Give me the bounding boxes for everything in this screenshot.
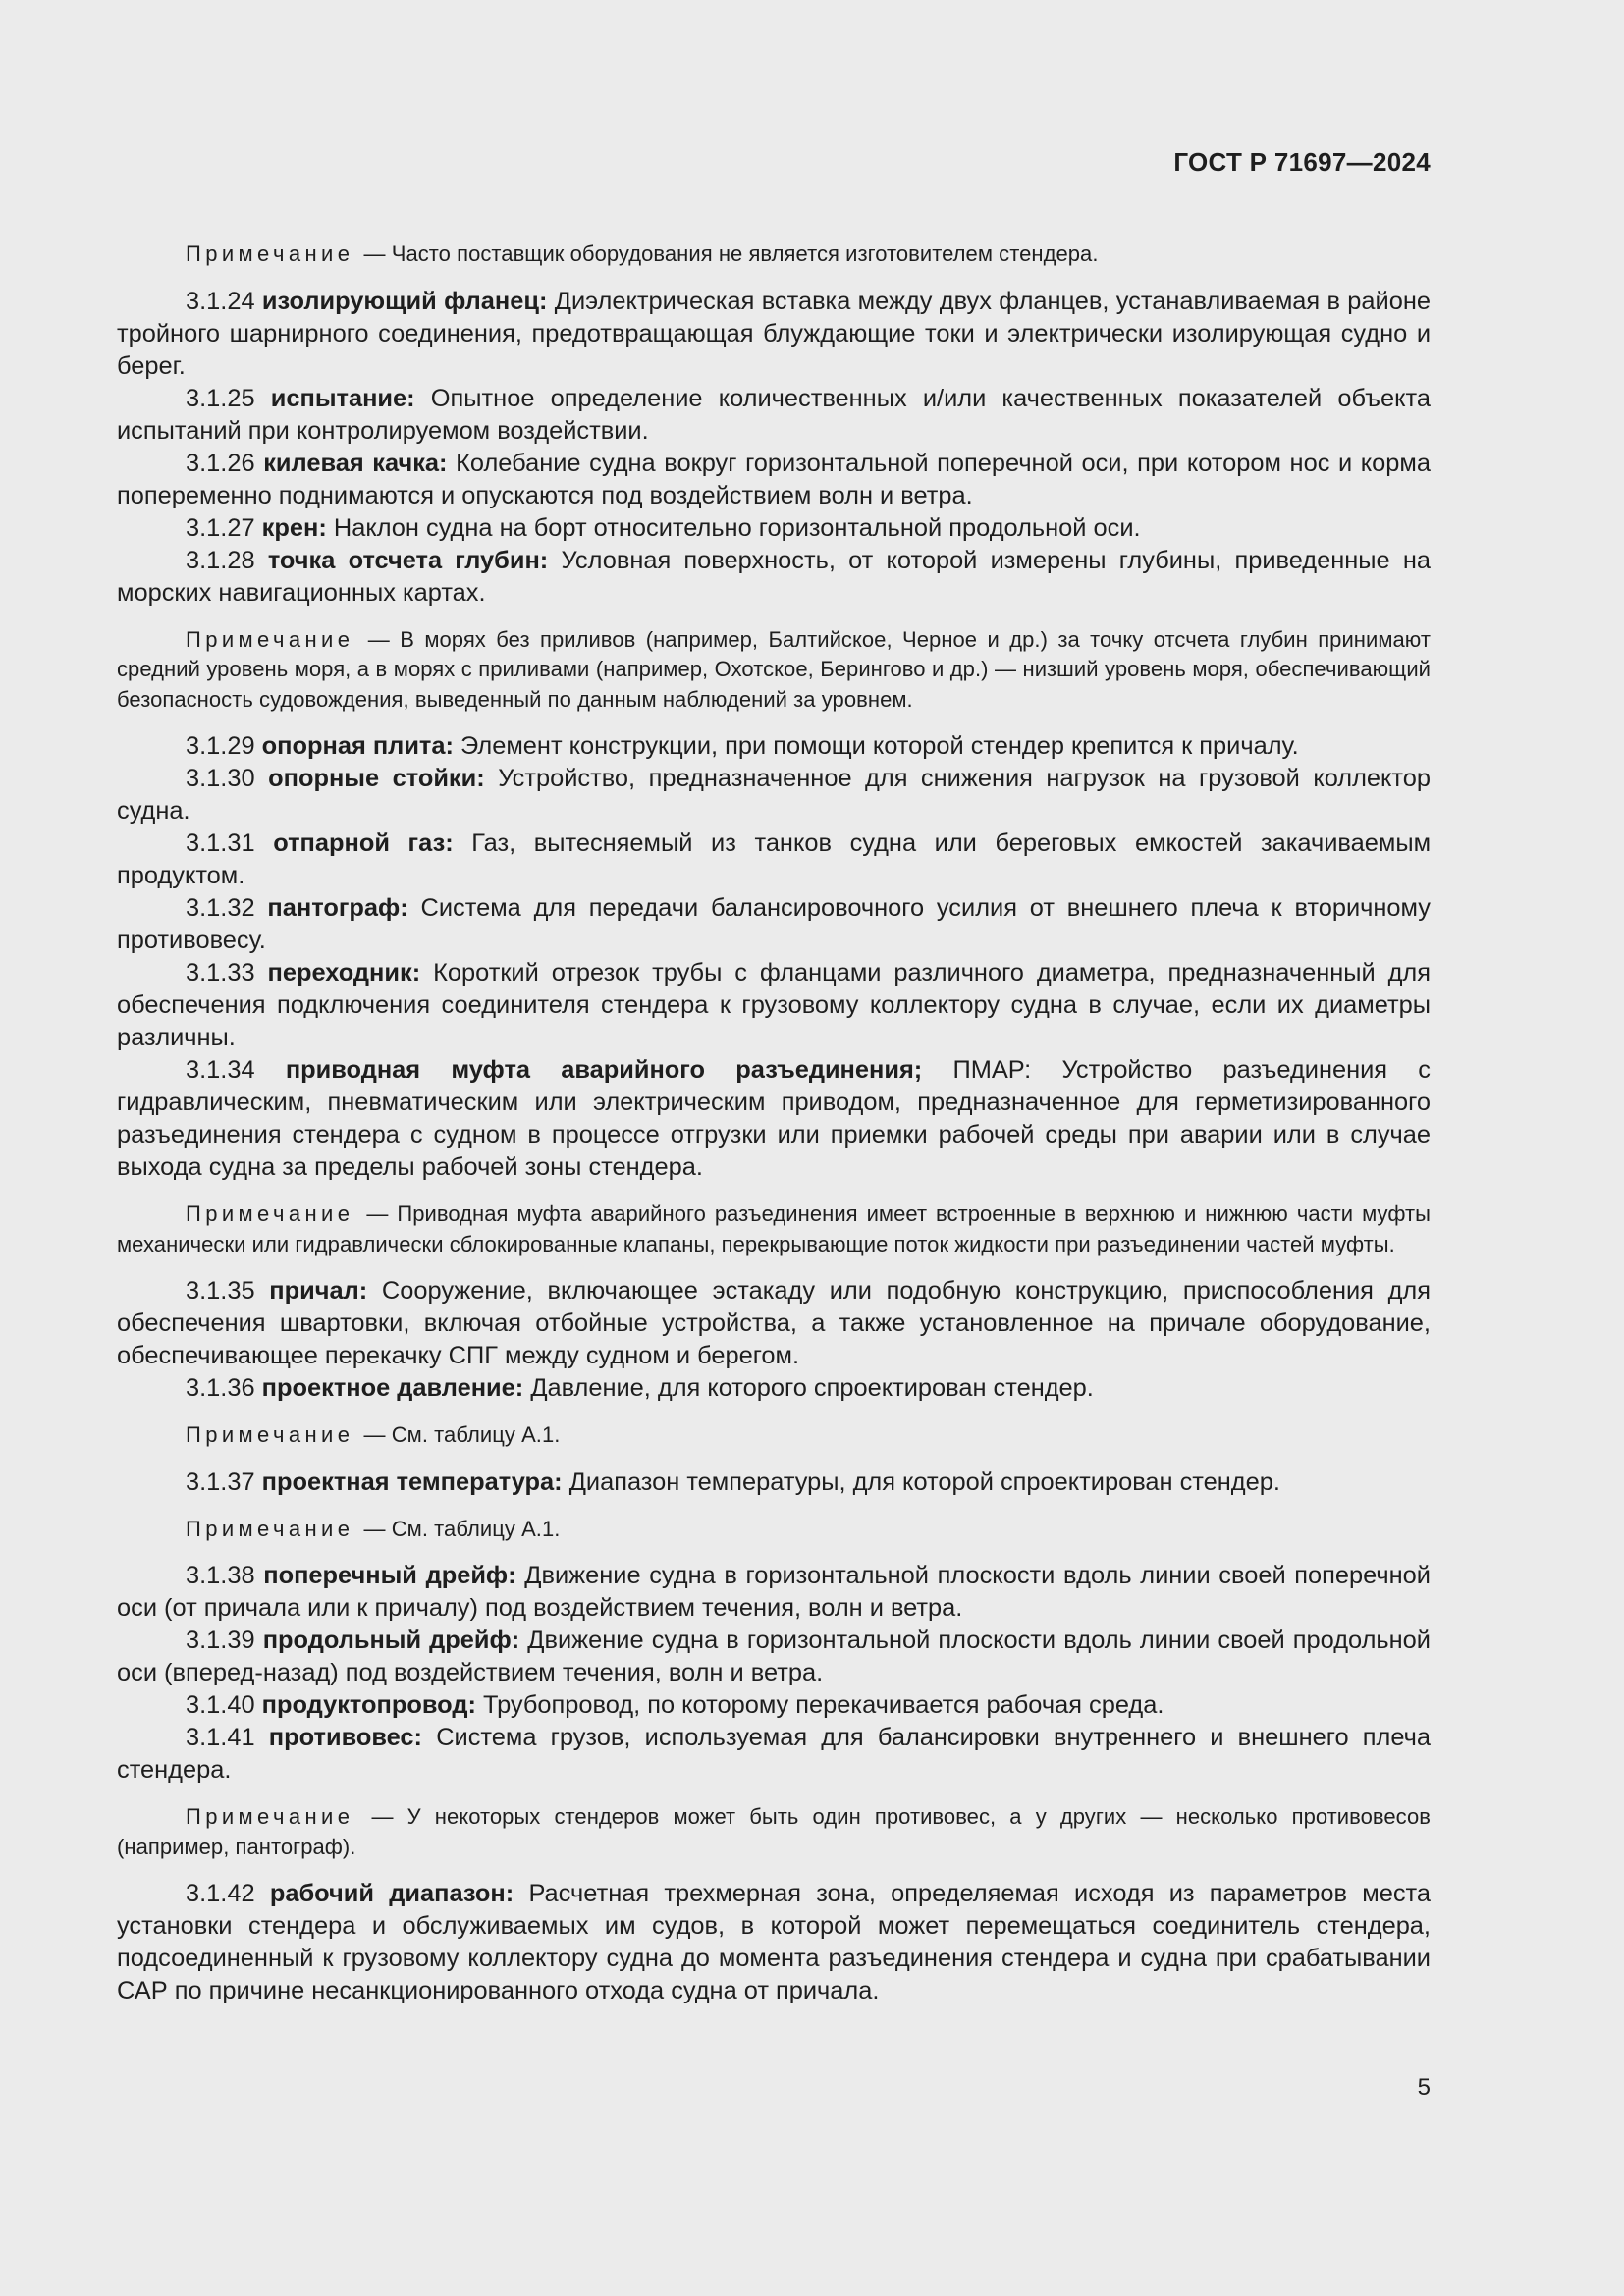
term-name: проектное давление: — [261, 1374, 524, 1402]
term-definition — [117, 957, 1431, 1054]
document-body — [117, 224, 1431, 2007]
note-text: — Приводная муфта аварийного разъединения имеет встроенные в верхнюю и нижнюю части муфты механически или гидравлически сблокированные клапаны, перекрывающие поток жидкости при разъединении частей муфты. — [117, 1201, 1431, 1256]
note-label: Примечание — [186, 1804, 354, 1829]
term-number: 3.1.38 — [186, 1562, 255, 1589]
term-text: Трубопровод, по которому перекачивается рабочая среда. — [482, 1691, 1164, 1719]
term-name: поперечный дрейф: — [263, 1562, 516, 1589]
term-definition — [117, 1467, 1431, 1499]
note-text: — См. таблицу А.1. — [363, 1422, 561, 1447]
term-name: точка отсчета глубин: — [267, 546, 549, 574]
note — [117, 1420, 1431, 1451]
term-number: 3.1.41 — [186, 1724, 255, 1751]
term-number: 3.1.24 — [186, 287, 255, 315]
term-name: причал: — [269, 1277, 368, 1305]
term-definition — [117, 383, 1431, 448]
term-text: Движение судна в горизонтальной плоскости вдоль линии своей поперечной оси (от причала или к причалу) под воздействием течения, волн и ветра. — [117, 1562, 1431, 1622]
term-number: 3.1.30 — [186, 765, 255, 792]
term-number: 3.1.28 — [186, 546, 255, 574]
term-name: изолирующий фланец: — [261, 287, 548, 315]
term-text: Элемент конструкции, при помощи которой стендер крепится к причалу. — [460, 732, 1299, 760]
term-definition — [117, 1722, 1431, 1787]
note-label: Примечание — [186, 1516, 354, 1541]
term-name: проектная температура: — [261, 1468, 563, 1496]
term-definition — [117, 1054, 1431, 1184]
note-text: — У некоторых стендеров может быть один противовес, а у других — несколько противовесов (например, пантограф). — [117, 1804, 1431, 1859]
term-number: 3.1.29 — [186, 732, 255, 760]
term-name: килевая качка: — [263, 449, 448, 477]
term-text: Короткий отрезок трубы с фланцами различного диаметра, предназначенный для обеспечения подключения соединителя стендера к грузовому коллектору судна в случае, если их диаметры различны. — [117, 959, 1431, 1051]
term-text: Движение судна в горизонтальной плоскости вдоль линии своей продольной оси (вперед-назад) под воздействием течения, волн и ветра. — [117, 1627, 1431, 1686]
term-name: рабочий диапазон: — [269, 1880, 514, 1907]
term-definition — [117, 1560, 1431, 1625]
term-number: 3.1.33 — [186, 959, 255, 987]
term-text: Условная поверхность, от которой измерены глубины, приведенные на морских навигационных картах. — [117, 546, 1432, 607]
term-name: переходник: — [267, 959, 421, 987]
note-label: Примечание — [186, 626, 354, 652]
term-number: 3.1.37 — [186, 1468, 255, 1496]
term-text: Давление, для которого спроектирован стендер. — [530, 1374, 1094, 1402]
note — [117, 1515, 1431, 1545]
term-number: 3.1.42 — [186, 1880, 255, 1907]
document-header: ГОСТ Р 71697—2024 — [1173, 147, 1431, 177]
term-name: испытание: — [270, 384, 415, 412]
term-name: отпарной газ: — [273, 829, 454, 857]
term-definition — [117, 545, 1431, 610]
note-label: Примечание — [186, 1201, 354, 1226]
term-definition — [117, 512, 1431, 545]
note — [117, 240, 1431, 270]
note — [117, 1802, 1431, 1862]
term-number: 3.1.25 — [186, 384, 255, 412]
term-name: пантограф: — [267, 894, 408, 922]
term-number: 3.1.35 — [186, 1277, 255, 1305]
term-number: 3.1.27 — [186, 513, 255, 542]
note-text: — См. таблицу А.1. — [363, 1516, 561, 1541]
note-label: Примечание — [186, 1422, 354, 1447]
term-definition — [117, 1878, 1431, 2007]
term-name: опорная плита: — [261, 732, 454, 760]
note-text: — В морях без приливов (например, Балтийское, Черное и др.) за точку отсчета глубин принимают средний уровень моря, а в морях с приливами (например, Охотское, Берингово и др.) — низший уровень моря, обеспечивающий безопасность судовождения, выведенный по данным наблюдений за уровнем. — [117, 626, 1431, 712]
term-definition — [117, 763, 1431, 828]
term-text: Система грузов, используемая для балансировки внутреннего и внешнего плеча стендера. — [117, 1724, 1431, 1784]
term-text: Газ, вытесняемый из танков судна или береговых емкостей закачиваемым продуктом. — [117, 829, 1432, 889]
term-definition — [117, 730, 1431, 763]
term-text: Расчетная трехмерная зона, определяемая исходя из параметров места установки стендера и обслуживаемых им судов, в которой может перемещаться соединитель стендера, подсоединенный к грузовому коллектору судна до момента разъединения стендера и судна при срабатывании САР по причине несанкционированного отхода судна от причала. — [117, 1880, 1431, 2004]
term-text: Наклон судна на борт относительно горизонтальной продольной оси. — [333, 513, 1141, 542]
term-definition — [117, 448, 1431, 512]
term-definition — [117, 1372, 1431, 1405]
term-name: противовес: — [268, 1724, 422, 1751]
term-definition — [117, 892, 1431, 957]
term-number: 3.1.36 — [186, 1374, 255, 1402]
note — [117, 1200, 1431, 1259]
term-number: 3.1.39 — [186, 1627, 255, 1654]
term-text: Устройство, предназначенное для снижения нагрузок на грузовой коллектор судна. — [117, 765, 1432, 825]
term-text: Диапазон температуры, для которой спроектирован стендер. — [568, 1468, 1280, 1496]
note-text: — Часто поставщик оборудования не является изготовителем стендера. — [363, 241, 1099, 266]
term-number: 3.1.34 — [186, 1056, 255, 1084]
term-number: 3.1.32 — [186, 894, 255, 922]
term-name: продольный дрейф: — [262, 1627, 520, 1654]
term-text: Система для передачи балансировочного усилия от внешнего плеча к вторичному противовесу. — [117, 894, 1431, 954]
term-number: 3.1.31 — [186, 829, 255, 857]
term-number: 3.1.26 — [186, 449, 255, 477]
term-definition — [117, 286, 1431, 383]
term-name: опорные стойки: — [268, 765, 485, 792]
term-name: продуктопровод: — [261, 1691, 476, 1719]
term-text: Опытное определение количественных и/или качественных показателей объекта испытаний при контролируемом воздействии. — [117, 384, 1431, 445]
note-label: Примечание — [186, 241, 354, 266]
term-name: приводная муфта аварийного разъединения; — [285, 1056, 923, 1084]
term-definition — [117, 828, 1431, 892]
term-text: Сооружение, включающее эстакаду или подобную конструкцию, приспособления для обеспечения швартовки, включая отбойные устройства, а также установленное на причале оборудование, обеспечивающее перекачку СПГ между судном и берегом. — [117, 1277, 1431, 1369]
term-text: Колебание судна вокруг горизонтальной поперечной оси, при котором нос и корма попеременно поднимаются и опускаются под воздействием волн и ветра. — [117, 449, 1432, 509]
page-number: 5 — [1417, 2074, 1431, 2101]
term-definition — [117, 1625, 1431, 1689]
term-text: ПМАР: Устройство разъединения с гидравлическим, пневматическим или электрическим приводом, предназначенное для герметизированного разъединения стендера с судном в процессе отгрузки или приемки рабочей среды при аварии или в случае выхода судна за пределы рабочей зоны стендера. — [117, 1056, 1431, 1181]
term-name: крен: — [261, 513, 327, 542]
term-number: 3.1.40 — [186, 1691, 255, 1719]
term-definition — [117, 1275, 1431, 1372]
term-definition — [117, 1689, 1431, 1722]
term-text: Диэлектрическая вставка между двух фланцев, устанавливаемая в районе тройного шарнирного соединения, предотвращающая блуждающие токи и электрически изолирующая судно и берег. — [117, 287, 1431, 380]
note — [117, 625, 1431, 716]
